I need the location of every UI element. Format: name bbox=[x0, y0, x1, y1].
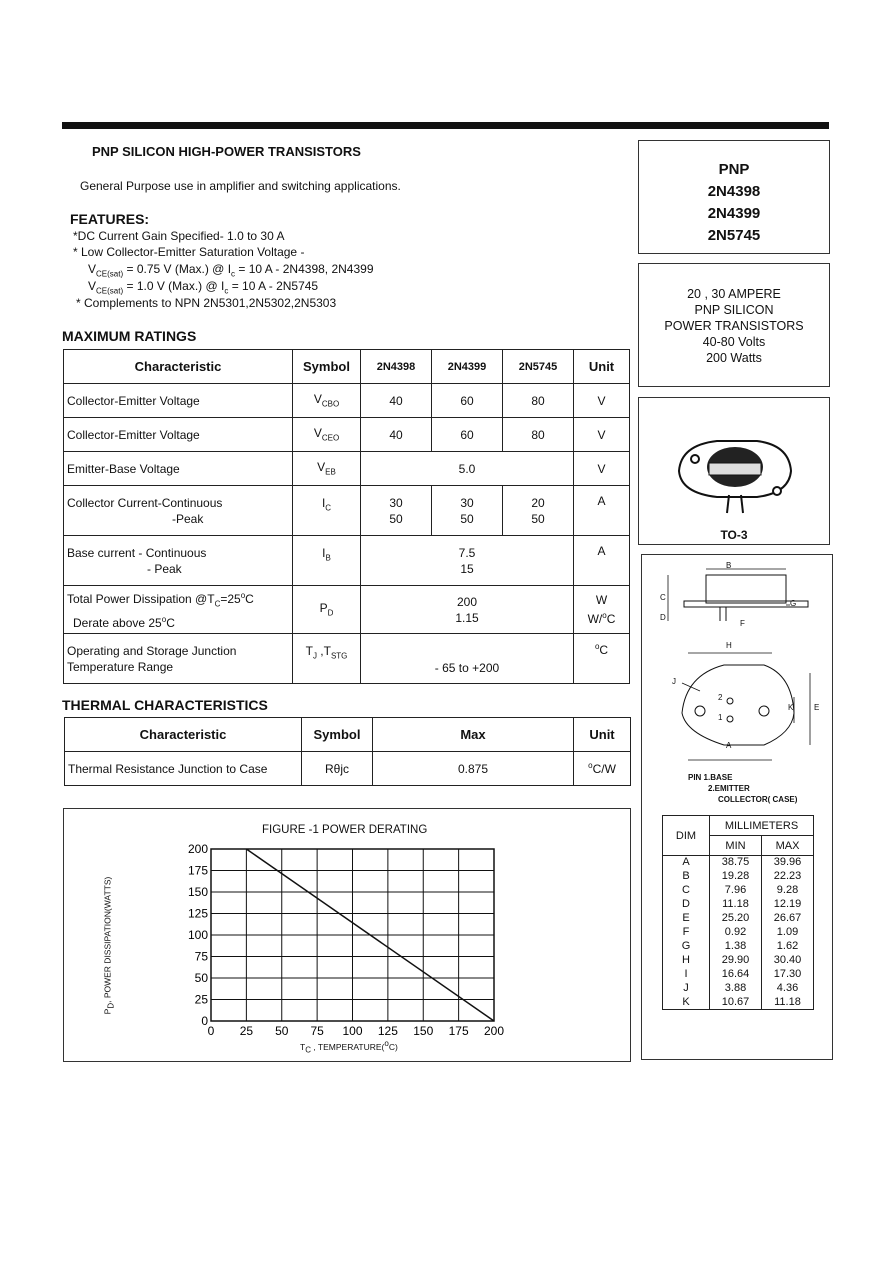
min-header: MIN bbox=[710, 836, 762, 856]
dim-max: 11.18 bbox=[761, 996, 813, 1010]
dim-min: 38.75 bbox=[710, 856, 762, 870]
dim-label-e: E bbox=[814, 703, 820, 712]
row-unit: $^o$C/W bbox=[574, 752, 631, 786]
dim-label-k: K bbox=[788, 703, 794, 712]
table-row bbox=[663, 856, 814, 870]
table-row bbox=[64, 452, 630, 486]
row-symbol: $V_{CBO}$ bbox=[293, 384, 361, 418]
feature-3: $V_{CE(sat)} = 0.75$ V (Max.) @ $I_c = 10$ A - 2N4398, 2N4399 bbox=[88, 262, 374, 279]
dim-min: 3.88 bbox=[710, 982, 762, 996]
row-value: 40 bbox=[361, 384, 432, 418]
part-type: PNP bbox=[718, 161, 750, 178]
row-value: 30 50 bbox=[432, 486, 503, 536]
dim-max: 30.40 bbox=[761, 954, 813, 968]
page-title: PNP SILICON HIGH-POWER TRANSISTORS bbox=[92, 144, 361, 159]
y-axis-label: $P_D$, POWER DISSIPATION(WATTS) bbox=[102, 876, 116, 1015]
table-row bbox=[663, 968, 814, 982]
package-box bbox=[638, 397, 830, 545]
thermal-heading: THERMAL CHARACTERISTICS bbox=[62, 697, 268, 713]
row-value: 80 bbox=[503, 384, 574, 418]
header-2n4399: 2N4399 bbox=[432, 350, 503, 384]
row-characteristic: Emitter-Base Voltage bbox=[64, 452, 293, 486]
to3-package-illustration bbox=[639, 403, 829, 523]
dim-label-a: A bbox=[726, 741, 732, 750]
max-ratings-heading: MAXIMUM RATINGS bbox=[62, 328, 197, 344]
spec-box bbox=[638, 263, 830, 387]
chart-title: FIGURE -1 POWER DERATING bbox=[262, 824, 428, 836]
x-tick-label: 150 bbox=[413, 1024, 434, 1038]
x-tick-label: 200 bbox=[483, 1024, 505, 1038]
y-tick-label: 175 bbox=[187, 863, 208, 878]
dim-letter: I bbox=[663, 968, 710, 982]
header-unit: Unit bbox=[574, 350, 630, 384]
dim-max: 12.19 bbox=[761, 898, 813, 912]
dim-min: 25.20 bbox=[710, 912, 762, 926]
row-unit: $^o$C bbox=[574, 634, 630, 684]
mm-header: MILLIMETERS bbox=[710, 816, 814, 836]
table-row bbox=[65, 752, 631, 786]
package-label: TO-3 bbox=[720, 528, 748, 542]
row-characteristic: Collector-Emitter Voltage bbox=[64, 418, 293, 452]
row-value: 7.5 15 bbox=[361, 536, 574, 586]
dim-min: 19.28 bbox=[710, 870, 762, 884]
part-number: 2N5745 bbox=[707, 227, 761, 244]
row-characteristic: Total Power Dissipation $@T_C=25^oC$ Derate above 25$^o$C bbox=[64, 586, 293, 634]
dim-label-h: H bbox=[726, 641, 732, 650]
pin-label-2: 2 bbox=[718, 693, 723, 702]
table-row bbox=[64, 536, 630, 586]
dim-max: 22.23 bbox=[761, 870, 813, 884]
table-row bbox=[663, 940, 814, 954]
part-number: 2N4398 bbox=[707, 183, 761, 200]
row-unit: A bbox=[574, 486, 630, 536]
dim-max: 1.09 bbox=[761, 926, 813, 940]
max-header: MAX bbox=[761, 836, 813, 856]
dim-label-b: B bbox=[726, 561, 732, 570]
pin-note: PIN 1.BASE bbox=[688, 773, 733, 782]
row-value: 20 50 bbox=[503, 486, 574, 536]
x-tick-label: 75 bbox=[310, 1024, 324, 1038]
y-tick-label: 150 bbox=[187, 885, 208, 899]
dim-min: 7.96 bbox=[710, 884, 762, 898]
dim-max: 4.36 bbox=[761, 982, 813, 996]
row-symbol: $T_J$ $,T_{STG}$ bbox=[293, 634, 361, 684]
row-symbol: Rθjc bbox=[302, 752, 373, 786]
row-value: 5.0 bbox=[361, 452, 574, 486]
dim-header: DIM bbox=[663, 816, 710, 856]
table-row bbox=[663, 884, 814, 898]
feature-2: * Low Collector-Emitter Saturation Voltage - bbox=[73, 245, 305, 259]
max-ratings-table bbox=[63, 349, 630, 684]
row-characteristic: Thermal Resistance Junction to Case bbox=[65, 752, 302, 786]
table-row bbox=[64, 384, 630, 418]
row-unit: A bbox=[574, 536, 630, 586]
table-row bbox=[663, 982, 814, 996]
dim-min: 1.38 bbox=[710, 940, 762, 954]
spec-line: 40-80 Volts bbox=[702, 335, 766, 349]
header-2n4398: 2N4398 bbox=[361, 350, 432, 384]
x-tick-label: 175 bbox=[448, 1024, 469, 1038]
table-row bbox=[663, 954, 814, 968]
dim-letter: F bbox=[663, 926, 710, 940]
dim-letter: D bbox=[663, 898, 710, 912]
table-row bbox=[64, 486, 630, 536]
row-symbol: $I_C$ bbox=[293, 486, 361, 536]
row-value: 60 bbox=[432, 384, 503, 418]
dim-label-f: F bbox=[740, 619, 745, 628]
pin-label-1: 1 bbox=[718, 713, 723, 722]
feature-1: *DC Current Gain Specified- 1.0 to 30 A bbox=[73, 229, 285, 243]
x-tick-label: 125 bbox=[377, 1024, 398, 1038]
pin-note: 2.EMITTER bbox=[708, 784, 750, 793]
table-row bbox=[64, 634, 630, 684]
x-tick-label: 50 bbox=[275, 1024, 289, 1038]
table-row bbox=[64, 586, 630, 634]
x-tick-label: 100 bbox=[342, 1024, 363, 1038]
y-tick-label: 50 bbox=[194, 971, 208, 985]
part-number-box bbox=[638, 140, 830, 254]
part-number: 2N4399 bbox=[707, 205, 761, 222]
row-unit: V bbox=[574, 384, 630, 418]
power-derating-chart bbox=[64, 809, 630, 1061]
top-rule bbox=[62, 122, 829, 129]
row-value: 30 50 bbox=[361, 486, 432, 536]
outline-drawing bbox=[642, 555, 832, 805]
description: General Purpose use in amplifier and switching applications. bbox=[80, 179, 401, 193]
header-symbol: Symbol bbox=[302, 718, 373, 752]
header-2n5745: 2N5745 bbox=[503, 350, 574, 384]
header-characteristic: Characteristic bbox=[65, 718, 302, 752]
feature-4: $V_{CE(sat)} = 1.0$ V (Max.) @ $I_c = 10$ A - 2N5745 bbox=[88, 279, 319, 296]
dim-min: 0.92 bbox=[710, 926, 762, 940]
table-row bbox=[663, 870, 814, 884]
dim-label-j: J bbox=[672, 677, 676, 686]
row-characteristic: Operating and Storage Junction Temperature Range bbox=[64, 634, 293, 684]
dim-letter: K bbox=[663, 996, 710, 1010]
header-max: Max bbox=[373, 718, 574, 752]
dim-max: 17.30 bbox=[761, 968, 813, 982]
spec-line: 200 Watts bbox=[706, 351, 762, 365]
dim-letter: B bbox=[663, 870, 710, 884]
row-symbol: $V_{CEO}$ bbox=[293, 418, 361, 452]
row-unit: V bbox=[574, 452, 630, 486]
pin-note: COLLECTOR( CASE) bbox=[718, 795, 798, 804]
dim-letter: A bbox=[663, 856, 710, 870]
row-value: 0.875 bbox=[373, 752, 574, 786]
row-unit: V bbox=[574, 418, 630, 452]
dim-letter: E bbox=[663, 912, 710, 926]
y-tick-label: 75 bbox=[194, 949, 208, 964]
table-row bbox=[663, 912, 814, 926]
dim-max: 26.67 bbox=[761, 912, 813, 926]
y-tick-label: 125 bbox=[187, 906, 208, 921]
row-characteristic: Collector-Emitter Voltage bbox=[64, 384, 293, 418]
table-row bbox=[663, 926, 814, 940]
y-tick-label: 0 bbox=[201, 1014, 208, 1028]
dim-label-c: C bbox=[660, 593, 666, 602]
row-value: - 65 to +200 bbox=[361, 634, 574, 684]
y-tick-label: 25 bbox=[194, 992, 208, 1007]
dim-max: 1.62 bbox=[761, 940, 813, 954]
y-tick-label: 200 bbox=[187, 842, 208, 856]
dim-letter: G bbox=[663, 940, 710, 954]
x-tick-label: 0 bbox=[207, 1024, 215, 1038]
row-symbol: $P_D$ bbox=[293, 586, 361, 634]
chart-frame bbox=[63, 808, 631, 1062]
row-characteristic: Base current - Continuous - Peak bbox=[64, 536, 293, 586]
thermal-table bbox=[64, 717, 631, 786]
spec-line: PNP SILICON bbox=[694, 303, 774, 317]
row-unit: W W/$^o$C bbox=[574, 586, 630, 634]
y-tick-label: 100 bbox=[187, 928, 208, 942]
dim-min: 10.67 bbox=[710, 996, 762, 1010]
row-characteristic: Collector Current-Continuous -Peak bbox=[64, 486, 293, 536]
dim-min: 11.18 bbox=[710, 898, 762, 912]
dim-min: 16.64 bbox=[710, 968, 762, 982]
header-unit: Unit bbox=[574, 718, 631, 752]
dim-letter: J bbox=[663, 982, 710, 996]
header-characteristic: Characteristic bbox=[64, 350, 293, 384]
dim-label-d: D bbox=[660, 613, 666, 622]
row-value: 60 bbox=[432, 418, 503, 452]
dim-letter: C bbox=[663, 884, 710, 898]
features-heading: FEATURES: bbox=[70, 211, 150, 227]
feature-5: * Complements to NPN 2N5301,2N5302,2N5303 bbox=[76, 296, 337, 310]
x-axis-label: $T_C$ , TEMPERATURE($^o$C) bbox=[300, 1039, 398, 1055]
dim-min: 29.90 bbox=[710, 954, 762, 968]
table-row bbox=[663, 898, 814, 912]
row-symbol: $I_B$ bbox=[293, 536, 361, 586]
dim-letter: H bbox=[663, 954, 710, 968]
x-tick-label: 25 bbox=[239, 1024, 254, 1038]
table-row bbox=[64, 418, 630, 452]
row-value: 200 1.15 bbox=[361, 586, 574, 634]
spec-line: 20 , 30 AMPERE bbox=[687, 287, 781, 301]
dim-label-g: G bbox=[790, 599, 797, 608]
dim-max: 9.28 bbox=[761, 884, 813, 898]
dimensions-table bbox=[662, 815, 814, 1010]
row-value: 80 bbox=[503, 418, 574, 452]
spec-line: POWER TRANSISTORS bbox=[664, 319, 804, 333]
header-symbol: Symbol bbox=[293, 350, 361, 384]
dim-max: 39.96 bbox=[761, 856, 813, 870]
table-row bbox=[663, 996, 814, 1010]
row-symbol: $V_{EB}$ bbox=[293, 452, 361, 486]
row-value: 40 bbox=[361, 418, 432, 452]
